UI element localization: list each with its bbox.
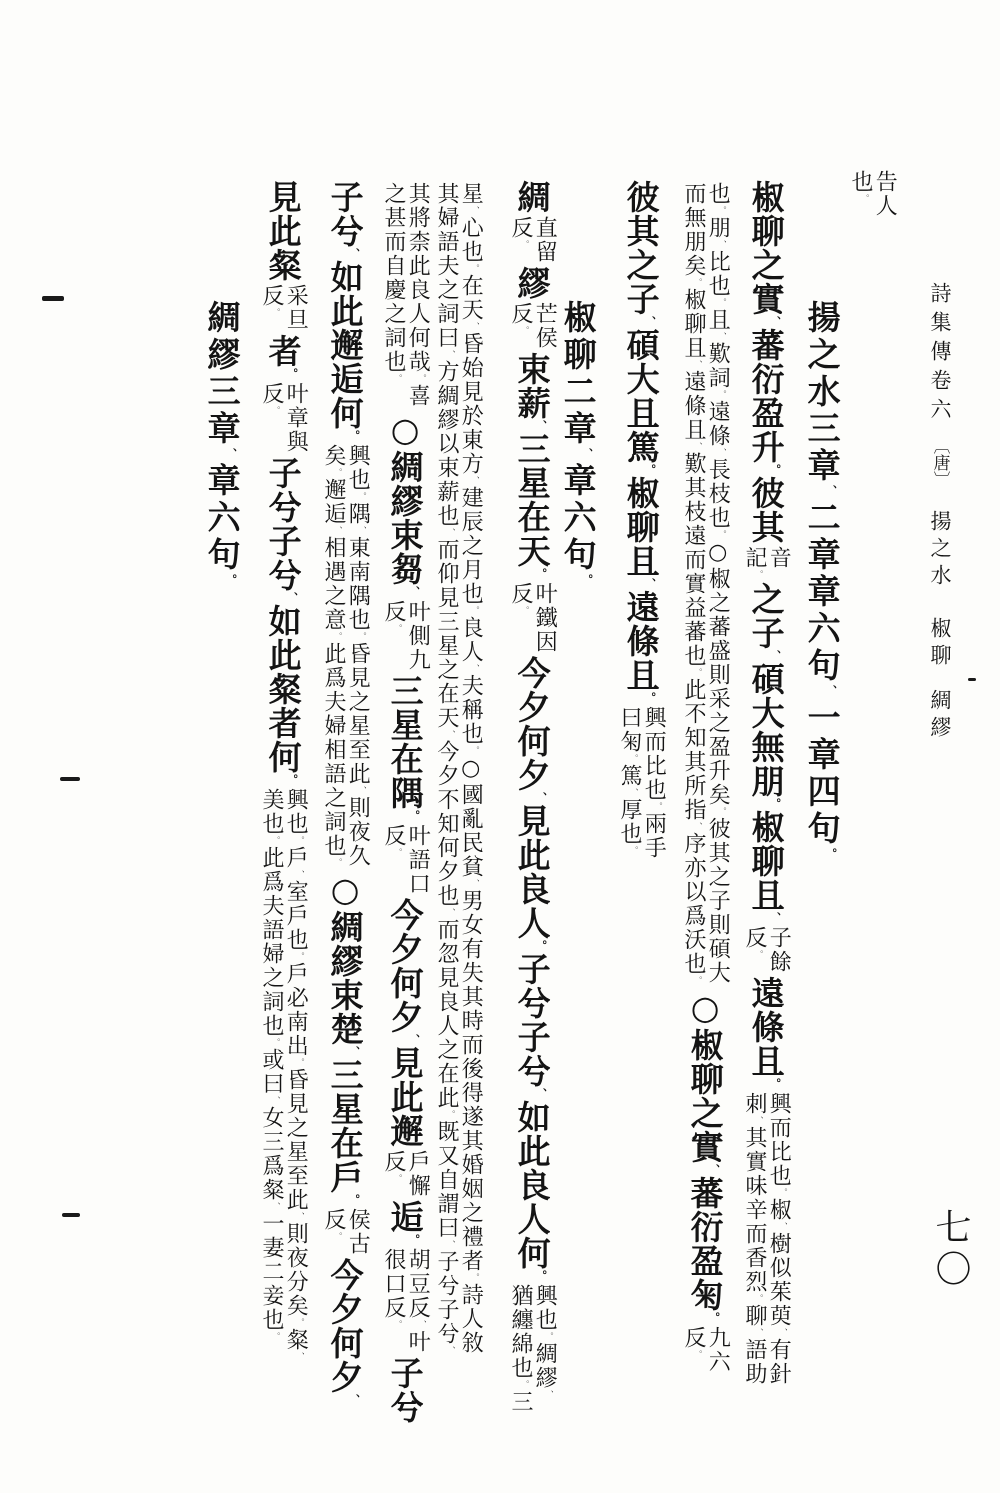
- poem-text: 今夕何夕、: [325, 1258, 365, 1406]
- chapter-summary-column: [192, 300, 252, 589]
- scan-mark: [60, 777, 80, 781]
- poem-text: 見此粲: [263, 180, 303, 282]
- note-line-left: 反。: [259, 382, 284, 416]
- interlinear-note: [617, 706, 665, 860]
- note-line-left: 反。: [381, 1150, 406, 1184]
- interlinear-note: [742, 926, 790, 974]
- note-line-left: 反。: [381, 824, 406, 858]
- poem-text-column: [502, 180, 562, 1416]
- interlinear-note: [321, 444, 369, 868]
- note-line-left: 美也。此爲夫語婦之詞也。或曰、女三爲粲、一妻二妾也。: [259, 788, 284, 1342]
- chapter-summary-column: [792, 300, 852, 863]
- poem-text: 束薪、三星在天。: [512, 352, 552, 580]
- scan-mark: [968, 678, 976, 681]
- note-line-left: 而無朋矣。椒聊且、遠條且、歎其枝遠而實益蕃也。此不知其所指、序亦以爲沃也。: [681, 182, 706, 986]
- chapter-summary: 綢繆三章、章六句。: [202, 300, 242, 589]
- interlinear-note: [381, 182, 429, 408]
- note-line-right: 興也。戶、室戶也。戶必南出。昏見之星至此、則夜分矣。粲、: [283, 788, 309, 1362]
- poem-text: 者。: [263, 334, 303, 380]
- note-line-right: 叶側九: [405, 600, 431, 672]
- interlinear-note: [742, 1092, 790, 1386]
- poem-text: 今夕何夕、見此邂: [385, 898, 425, 1148]
- note-line-left: 反。: [742, 926, 767, 960]
- running-header: [920, 282, 960, 743]
- poem-text: ○椒聊之實、蕃衍盈匊。: [685, 988, 725, 1324]
- poem-text-column: [375, 180, 435, 1424]
- poem-text-column: [315, 180, 375, 1406]
- note-line-left: 反。: [508, 302, 533, 336]
- note-line-right: 也。朋、比也。且、歎詞。遠條、長枝也。○椒之蕃盛則采之盈升矣。彼其之子則碩大: [705, 182, 731, 985]
- interlinear-note: [742, 546, 790, 580]
- note-line-left: 矣。邂逅、相遇之意。此爲夫婦相語之詞也。: [321, 444, 346, 868]
- continued-annotation-column: [842, 168, 902, 220]
- note-line-left: 其婦語夫之詞曰、方綢繆以束薪也、而仰見三星之在天、今夕不知何夕也、而忽見良人之在此。既又自謂曰、子兮子兮、: [434, 182, 459, 1356]
- poem-text: 遠條且。: [746, 976, 786, 1090]
- interlinear-note: [381, 1248, 429, 1354]
- note-line-right: 興而比也。椒、樹似茱萸、有針: [766, 1092, 792, 1386]
- interlinear-note: [259, 382, 307, 454]
- note-line-left: 反。: [259, 284, 284, 318]
- note-line-right: 興也。綢繆、: [532, 1284, 558, 1400]
- chapter-summary: 揚之水三章、二章章六句、一章四句。: [802, 300, 842, 863]
- poem-text: ○綢繆束楚、三星在戶。: [325, 870, 365, 1206]
- note-line-right: 星、心也。在天、昏始見於東方、建辰之月也。良人、夫稱也。○國亂民貧、男女有失其時而後得遂其婚姻之禮者。詩人敘: [458, 182, 484, 1355]
- poem-text: 子兮、如此邂逅何。: [325, 180, 365, 442]
- note-line-right: 其將柰此良人何哉。喜: [405, 182, 431, 408]
- note-line-left: 反。: [508, 582, 533, 616]
- poem-text-column: [675, 180, 735, 1376]
- note-line-right: 芒侯: [532, 302, 558, 350]
- header-poem-title: 椒聊: [928, 617, 952, 671]
- note-line-left: 反。: [321, 1208, 346, 1242]
- note-line-right: 采旦: [283, 284, 309, 332]
- note-line-left: 很口反。: [381, 1248, 406, 1330]
- note-line-left: 反。: [381, 600, 406, 634]
- interlinear-note: [381, 1150, 429, 1198]
- poem-text: 今夕何夕、見此良人。子兮子兮、如此良人何。: [512, 656, 552, 1282]
- interlinear-note: [321, 1208, 369, 1256]
- note-line-left: 之甚而自慶之詞也。: [381, 182, 406, 384]
- interlinear-note: [681, 1326, 729, 1374]
- header-book-title: 詩集傳卷六: [928, 282, 952, 427]
- poem-text: ○綢繆束芻、: [385, 410, 425, 598]
- note-line-left: 反。: [508, 216, 533, 250]
- scan-mark: [62, 1213, 80, 1217]
- note-line-right: 子餘: [766, 926, 792, 974]
- note-line-right: 叶鐵因: [532, 582, 558, 654]
- interlinear-note: [508, 302, 556, 350]
- poem-text-column: [736, 180, 796, 1388]
- scan-mark: [42, 296, 64, 301]
- interlinear-note: [259, 284, 307, 332]
- interlinear-note: [508, 216, 556, 264]
- interlinear-note: [259, 788, 307, 1362]
- poem-text: 子兮子兮、如此粲者何。: [263, 456, 303, 786]
- note-line-right: 戶懈: [405, 1150, 431, 1198]
- poem-text: 繆: [512, 266, 552, 300]
- note-line-right: 叶章與: [283, 382, 309, 454]
- note-line-right: 告人: [872, 170, 898, 218]
- note-line-right: 九六: [705, 1326, 731, 1374]
- interlinear-note: [508, 1284, 556, 1414]
- interlinear-note: [381, 600, 429, 672]
- poem-text-column: [253, 180, 313, 1364]
- poem-text: 椒聊之實、蕃衍盈升。彼其: [746, 180, 786, 544]
- header-state-label: 〔唐〕: [929, 437, 950, 488]
- poem-text: 之子、碩大無朋。椒聊且、: [746, 582, 786, 924]
- note-line-right: 音: [766, 546, 792, 570]
- interlinear-note: [508, 582, 556, 654]
- note-line-left: 曰匊。篤、厚也。: [617, 706, 642, 856]
- interlinear-note: [381, 824, 429, 896]
- poem-text-column: [611, 180, 671, 862]
- note-line-left: 猶纏綿也。三: [508, 1284, 533, 1414]
- commentary-column: [428, 180, 488, 1358]
- poem-text: 子兮: [385, 1356, 425, 1424]
- note-line-right: 胡豆反、叶: [405, 1248, 431, 1354]
- header-poem-title: 揚之水: [928, 510, 952, 591]
- note-line-right: 興也。隅、東南隅也。昏見之星至此、則夜久: [345, 444, 371, 868]
- header-poem-title: 綢繆: [928, 689, 952, 743]
- interlinear-note: [848, 170, 896, 218]
- interlinear-note: [434, 182, 482, 1356]
- poem-text: 三星在隅。: [385, 674, 425, 822]
- note-line-right: 侯古: [345, 1208, 371, 1256]
- note-line-right: 直留: [532, 216, 558, 264]
- poem-text: 逅。: [385, 1200, 425, 1246]
- note-line-left: 記。: [742, 546, 767, 580]
- note-line-right: 興而比也。兩手: [641, 706, 667, 860]
- page-number: 七〇: [930, 1208, 971, 1292]
- note-line-left: 刺、其實味辛而香烈。聊、語助: [742, 1092, 767, 1386]
- poem-text: 彼其之子、碩大且篤。椒聊且、遠條且。: [621, 180, 661, 704]
- poem-text: 綢: [512, 180, 552, 214]
- interlinear-note: [681, 182, 729, 986]
- note-line-left: 也。: [848, 170, 873, 204]
- note-line-right: 叶語口: [405, 824, 431, 896]
- note-line-left: 反。: [681, 1326, 706, 1360]
- chapter-summary: 椒聊二章、章六句。: [558, 300, 598, 589]
